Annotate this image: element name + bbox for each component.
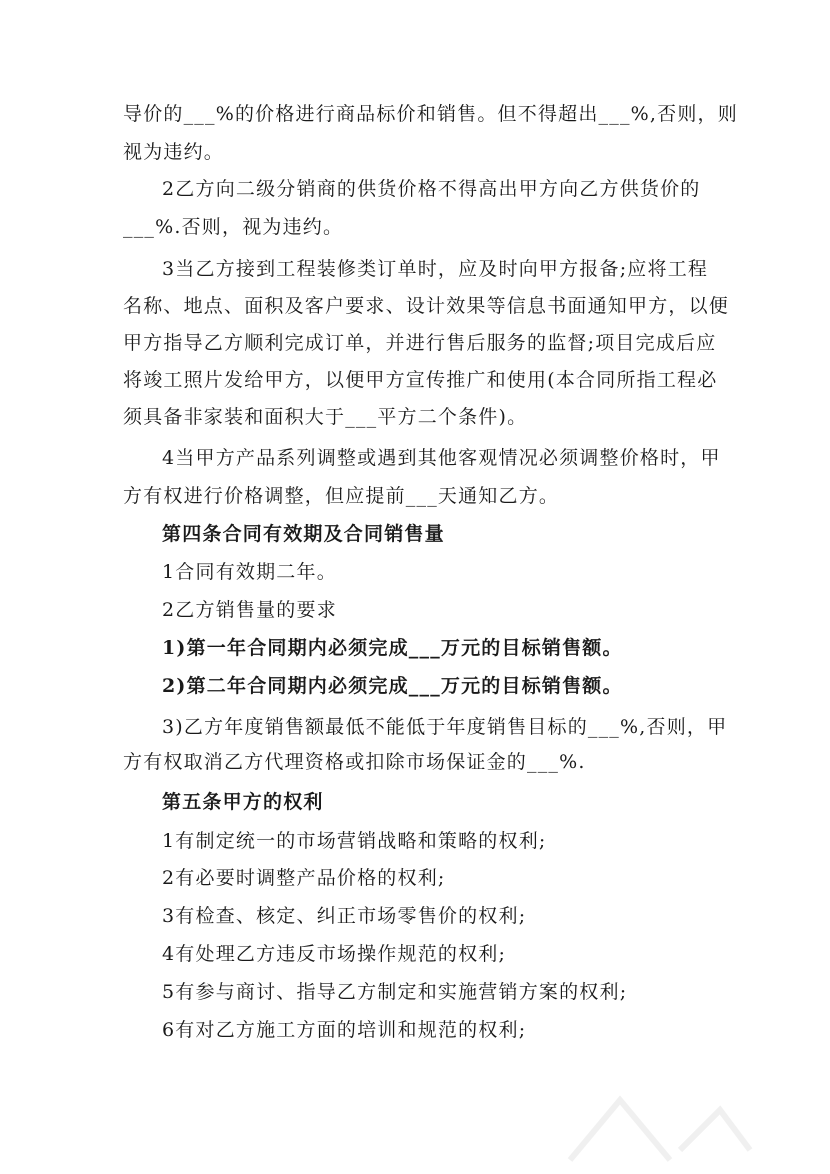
paragraph-line: 方有权进行价格调整，但应提前___天通知乙方。 — [123, 485, 560, 507]
paragraph-line: 须具备非家装和面积大于___平方二个条件)。 — [123, 406, 528, 428]
paragraph-line: ___%.否则，视为违约。 — [123, 216, 344, 238]
paragraph-line: 1)第一年合同期内必须完成___万元的目标销售额。 — [162, 637, 623, 659]
paragraph-line: 名称、地点、面积及客户要求、设计效果等信息书面通知甲方，以便 — [123, 295, 730, 317]
paragraph-line: 3有检查、核定、纠正市场零售价的权利; — [162, 905, 527, 927]
paragraph-line: 2)第二年合同期内必须完成___万元的目标销售额。 — [162, 675, 623, 697]
paragraph-line: 甲方指导乙方顺利完成订单，并进行售后服务的监督;项目完成后应 — [123, 332, 717, 354]
paragraph-line: 方有权取消乙方代理资格或扣除市场保证金的___%. — [123, 751, 586, 773]
paragraph-line: 4有处理乙方违反市场操作规范的权利; — [162, 943, 507, 965]
paragraph-line: 1合同有效期二年。 — [162, 561, 337, 583]
paragraph-line: 导价的___%的价格进行商品标价和销售。但不得超出___%,否则，则 — [123, 103, 738, 125]
section-heading: 第四条合同有效期及合同销售量 — [162, 523, 445, 545]
paragraph-line: 2乙方销售量的要求 — [162, 599, 337, 621]
paragraph-line: 将竣工照片发给甲方，以便甲方宣传推广和使用(本合同所指工程必 — [123, 369, 718, 391]
paragraph-line: 3当乙方接到工程装修类订单时，应及时向甲方报备;应将工程 — [162, 258, 709, 280]
watermark-graphic — [560, 1080, 760, 1174]
paragraph-line: 5有参与商讨、指导乙方制定和实施营销方案的权利; — [162, 981, 628, 1003]
paragraph-line: 4当甲方产品系列调整或遇到其他客观情况必须调整价格时，甲 — [162, 447, 721, 469]
section-heading: 第五条甲方的权利 — [162, 791, 324, 813]
paragraph-line: 6有对乙方施工方面的培训和规范的权利; — [162, 1019, 527, 1041]
paragraph-line: 视为违约。 — [123, 141, 225, 163]
paragraph-line: 2乙方向二级分销商的供货价格不得高出甲方向乙方供货价的 — [162, 178, 701, 200]
paragraph-line: 3)乙方年度销售额最低不能低于年度销售目标的___%,否则，甲 — [162, 716, 728, 738]
paragraph-line: 1有制定统一的市场营销战略和策略的权利; — [162, 830, 547, 852]
paragraph-line: 2有必要时调整产品价格的权利; — [162, 867, 446, 889]
